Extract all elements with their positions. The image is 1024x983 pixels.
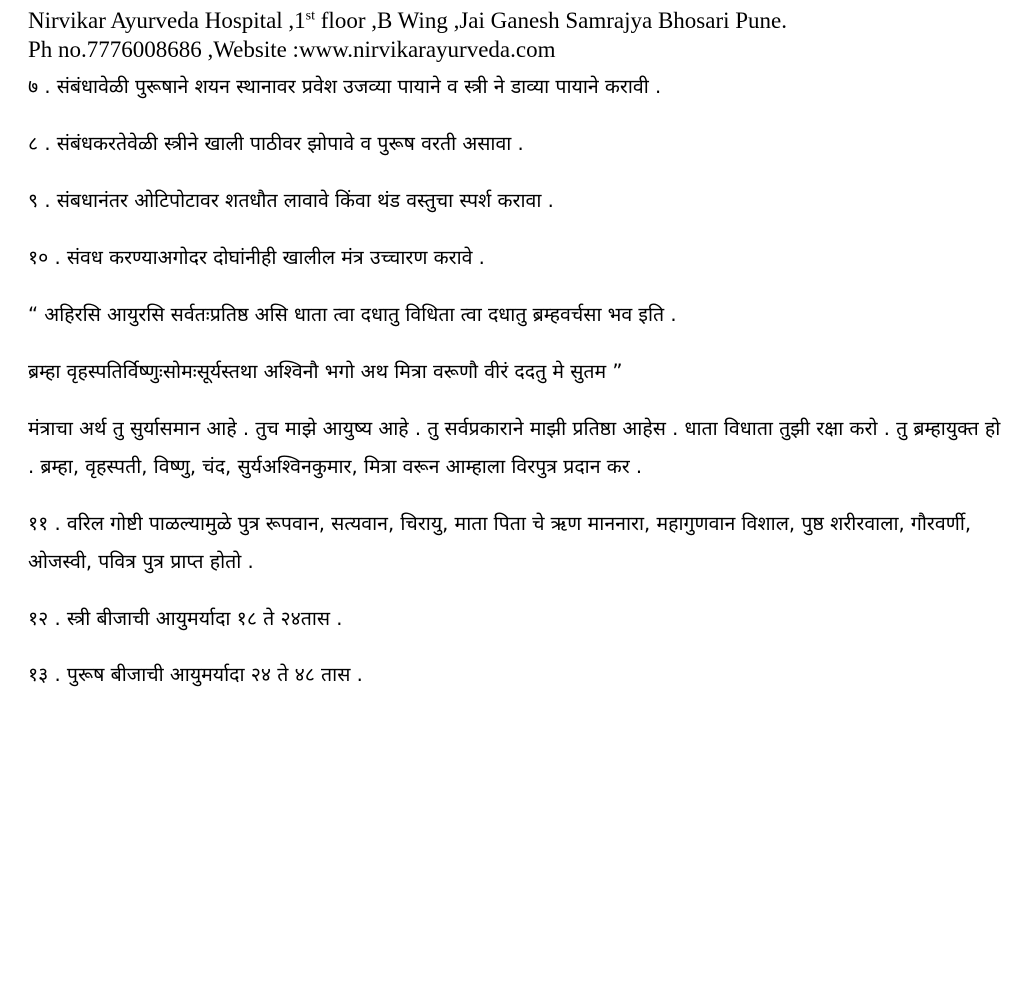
mantra-line-1: “ अहिरसि आयुरसि सर्वतःप्रतिष्ठ असि धाता त्वा दधातु विधिता त्वा दधातु ब्रम्हवर्चसा भव इति .: [28, 303, 677, 326]
header-contact-line: Ph no.7776008686 ,Website :www.nirvikarayurveda.com: [28, 37, 556, 62]
paragraph-7: ७ . संबंधावेळी पुरूषाने शयन स्थानावर प्रवेश उजव्या पायाने व स्त्री ने डाव्या पायाने करावी .: [28, 75, 662, 98]
mantra-line-2: ब्रम्हा वृहस्पतिर्विष्णुःसोमःसूर्यस्तथा अश्विनौ भगो अथ मित्रा वरूणौ वीरं ददतु मे सुतम ”: [28, 360, 623, 383]
paragraph-12: १२ . स्त्री बीजाची आयुमर्यादा १८ ते २४तास .: [28, 607, 343, 630]
document-page: [28, 6, 1003, 713]
paragraph-13: १३ . पुरूष बीजाची आयुमर्यादा २४ ते ४८ तास .: [28, 663, 363, 686]
paragraph-8: ८ . संबंधकरतेवेळी स्त्रीने खाली पाठीवर झोपावे व पुरूष वरती असावा .: [28, 132, 524, 155]
paragraph-10: १० . संवध करण्याअगोदर दोघांनीही खालील मंत्र उच्चारण करावे .: [28, 246, 485, 269]
mantra-meaning: मंत्राचा अर्थ तु सुर्यासमान आहे . तुच माझे आयुष्य आहे . तु सर्वप्रकाराने माझी प्रतिष्ठा आहेस . धाता विधाता तुझी रक्षा करो . तु ब्रम्हायुक्त हो . ब्रम्हा, वृहस्पती, विष्णु, चंद, सुर्यअश्विनकुमार, मित्रा वरून आम्हाला विरपुत्र प्रदान कर .: [28, 417, 1001, 478]
header-address-text: Nirvikar Ayurveda Hospital ,1: [28, 8, 306, 33]
paragraph-11: ११ . वरिल गोष्टी पाळल्यामुळे पुत्र रूपवान, सत्यवान, चिरायु, माता पिता चे ऋण माननारा, महागुणवान विशाल, पुष्ठ शरीरवाला, गौरवर्णी, ओजस्वी, पवित्र पुत्र प्राप्त होतो .: [28, 512, 972, 573]
header-address-text-rest: floor ,B Wing ,Jai Ganesh Samrajya Bhosari Pune.: [315, 8, 788, 33]
header-address-superscript: st: [305, 8, 316, 24]
paragraph-9: ९ . संबधानंतर ओटिपोटावर शतधौत लावावे किंवा थंड वस्तुचा स्पर्श करावा .: [28, 189, 554, 212]
header-address-line: [28, 6, 1003, 35]
hospital-header: [28, 6, 1003, 64]
